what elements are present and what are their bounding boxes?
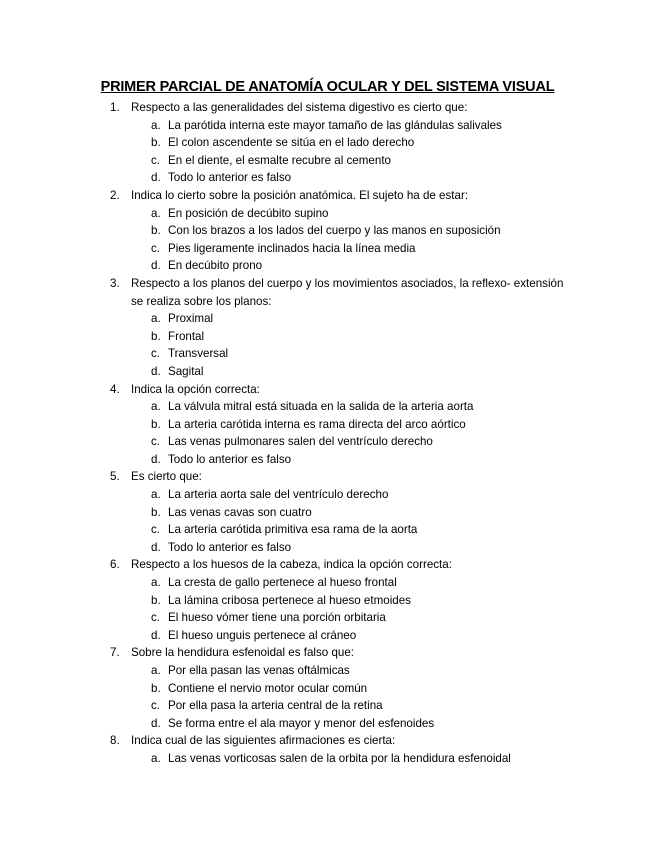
question-2 bbox=[0, 187, 655, 205]
option-text: Frontal bbox=[168, 329, 205, 343]
option-letter: c. bbox=[151, 241, 161, 255]
question-text: Indica lo cierto sobre la posición anatómica. El sujeto ha de estar: bbox=[131, 188, 469, 202]
question-text: Respecto a los planos del cuerpo y los movimientos asociados, la reflexo- extensión se realiza sobre los planos: bbox=[131, 276, 564, 308]
option-letter: d. bbox=[151, 716, 161, 730]
question-text: Indica la opción correcta: bbox=[131, 382, 260, 396]
option-letter: d. bbox=[151, 171, 161, 185]
question-4 bbox=[0, 381, 655, 399]
option-text: El hueso unguis pertenece al cráneo bbox=[168, 628, 357, 642]
question-number: 6. bbox=[110, 558, 120, 572]
question-number: 7. bbox=[110, 646, 120, 660]
option-letter: a. bbox=[151, 206, 161, 220]
option-letter: b. bbox=[151, 329, 161, 343]
option-letter: c. bbox=[151, 347, 161, 361]
page-title: PRIMER PARCIAL DE ANATOMÍA OCULAR Y DEL SISTEMA VISUAL bbox=[100, 79, 555, 95]
question-text: Es cierto que: bbox=[131, 470, 202, 484]
question-number: 1. bbox=[110, 101, 120, 114]
option-letter: d. bbox=[151, 259, 161, 273]
option-text: Proximal bbox=[168, 312, 214, 326]
answer-option-7-c bbox=[0, 697, 655, 715]
answer-option-7-d bbox=[0, 715, 655, 733]
option-text: En el diente, el esmalte recubre al cemento bbox=[168, 153, 391, 167]
question-text: Sobre la hendidura esfenoidal es falso que: bbox=[131, 646, 355, 660]
answer-option-6-b bbox=[0, 592, 655, 610]
question-3 bbox=[0, 275, 655, 310]
option-text: La arteria carótida interna es rama directa del arco aórtico bbox=[168, 417, 466, 431]
option-letter: b. bbox=[151, 593, 161, 607]
answer-option-5-d bbox=[0, 539, 655, 557]
answer-option-6-a bbox=[0, 574, 655, 592]
question-7 bbox=[0, 644, 655, 662]
answer-option-6-d bbox=[0, 627, 655, 645]
option-text: Las venas pulmonares salen del ventrículo derecho bbox=[168, 435, 433, 449]
answer-option-3-d bbox=[0, 363, 655, 381]
question-1 bbox=[0, 99, 655, 117]
option-text: Se forma entre el ala mayor y menor del esfenoides bbox=[168, 716, 435, 730]
option-text: Las venas vorticosas salen de la orbita por la hendidura esfenoidal bbox=[168, 751, 511, 765]
option-text: La parótida interna este mayor tamaño de las glándulas salivales bbox=[168, 118, 502, 132]
answer-option-2-b bbox=[0, 222, 655, 240]
question-number: 4. bbox=[110, 382, 120, 396]
option-letter: b. bbox=[151, 417, 161, 431]
answer-option-1-a bbox=[0, 117, 655, 135]
option-letter: b. bbox=[151, 681, 161, 695]
option-letter: b. bbox=[151, 224, 161, 238]
option-text: Todo lo anterior es falso bbox=[168, 171, 292, 185]
question-number: 5. bbox=[110, 470, 120, 484]
option-text: La cresta de gallo pertenece al hueso frontal bbox=[168, 576, 397, 590]
question-5 bbox=[0, 468, 655, 486]
option-text: Todo lo anterior es falso bbox=[168, 452, 292, 466]
option-text: Contiene el nervio motor ocular común bbox=[168, 681, 368, 695]
answer-option-2-c bbox=[0, 240, 655, 258]
answer-option-2-d bbox=[0, 257, 655, 275]
option-text: Todo lo anterior es falso bbox=[168, 540, 292, 554]
option-letter: c. bbox=[151, 435, 161, 449]
option-text: La válvula mitral está situada en la salida de la arteria aorta bbox=[168, 400, 474, 414]
question-number: 8. bbox=[110, 734, 120, 748]
option-text: En decúbito prono bbox=[168, 259, 263, 273]
option-letter: d. bbox=[151, 628, 161, 642]
option-text: El hueso vómer tiene una porción orbitaria bbox=[168, 611, 386, 625]
answer-option-5-c bbox=[0, 521, 655, 539]
answer-option-3-a bbox=[0, 310, 655, 328]
question-text: Indica cual de las siguientes afirmaciones es cierta: bbox=[131, 734, 396, 748]
question-number: 3. bbox=[110, 276, 120, 290]
answer-option-3-c bbox=[0, 345, 655, 363]
option-letter: a. bbox=[151, 751, 161, 765]
question-8 bbox=[0, 732, 655, 750]
option-letter: a. bbox=[151, 664, 161, 677]
option-letter: a. bbox=[151, 118, 161, 132]
option-letter: b. bbox=[151, 136, 161, 150]
option-letter: b. bbox=[151, 505, 161, 519]
answer-option-7-b bbox=[0, 680, 655, 698]
option-text: Las venas cavas son cuatro bbox=[168, 505, 312, 519]
answer-option-2-a bbox=[0, 205, 655, 223]
option-text: Pies ligeramente inclinados hacia la línea media bbox=[168, 241, 416, 255]
answer-option-1-c bbox=[0, 152, 655, 170]
option-letter: d. bbox=[151, 364, 161, 378]
option-text: En posición de decúbito supino bbox=[168, 206, 329, 220]
question-text: Respecto a las generalidades del sistema digestivo es cierto que: bbox=[131, 101, 468, 114]
option-letter: a. bbox=[151, 312, 161, 326]
question-number: 2. bbox=[110, 188, 120, 202]
answer-option-1-d bbox=[0, 169, 655, 187]
answer-option-8-a bbox=[0, 750, 655, 768]
option-text: El colon ascendente se sitúa en el lado derecho bbox=[168, 136, 415, 150]
answer-option-4-a bbox=[0, 398, 655, 416]
option-text: La arteria carótida primitiva esa rama de la aorta bbox=[168, 523, 418, 537]
answer-option-1-b bbox=[0, 134, 655, 152]
option-text: Transversal bbox=[168, 347, 229, 361]
answer-option-3-b bbox=[0, 328, 655, 346]
option-letter: c. bbox=[151, 523, 161, 537]
option-letter: c. bbox=[151, 611, 161, 625]
answer-option-4-b bbox=[0, 416, 655, 434]
option-text: Por ella pasan las venas oftálmicas bbox=[168, 664, 350, 677]
option-text: Sagital bbox=[168, 364, 204, 378]
option-letter: d. bbox=[151, 540, 161, 554]
answer-option-7-a bbox=[0, 662, 655, 680]
question-6 bbox=[0, 556, 655, 574]
answer-option-6-c bbox=[0, 609, 655, 627]
option-letter: d. bbox=[151, 452, 161, 466]
option-text: Con los brazos a los lados del cuerpo y las manos en suposición bbox=[168, 224, 501, 238]
option-letter: c. bbox=[151, 153, 161, 167]
answer-option-5-a bbox=[0, 486, 655, 504]
option-letter: c. bbox=[151, 699, 161, 713]
answer-option-5-b bbox=[0, 504, 655, 522]
option-text: Por ella pasa la arteria central de la retina bbox=[168, 699, 383, 713]
option-letter: a. bbox=[151, 488, 161, 502]
option-letter: a. bbox=[151, 400, 161, 414]
question-text: Respecto a los huesos de la cabeza, indica la opción correcta: bbox=[131, 558, 452, 572]
option-letter: a. bbox=[151, 576, 161, 590]
answer-option-4-d bbox=[0, 451, 655, 469]
answer-option-4-c bbox=[0, 433, 655, 451]
question-list bbox=[0, 99, 655, 768]
option-text: La lámina cribosa pertenece al hueso etmoides bbox=[168, 593, 411, 607]
option-text: La arteria aorta sale del ventrículo derecho bbox=[168, 488, 389, 502]
